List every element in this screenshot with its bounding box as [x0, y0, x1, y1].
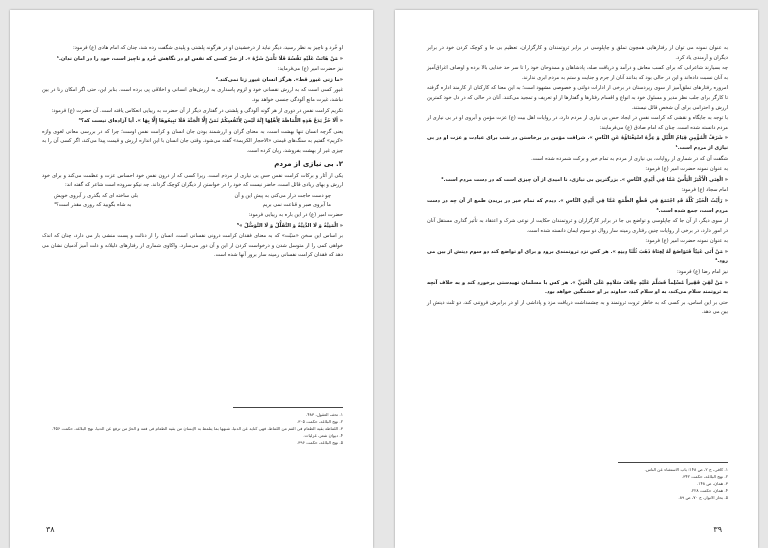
poem-hemistich: به شاه بگویید که روزی مقدر است؟⁴: [54, 202, 132, 209]
left-footnotes: [42, 411, 343, 446]
paragraph: چه بسیارند شاعرانی که برای کسب معاش و درآمد و دریافت صله، پادشاهان و ممدوحان خود را تا سر حد خدایی بالا برده و اوصاف اغراق‌آمیز به آنان نسبت داده‌اند و این در حالی بود که بدانند آنان از جرم و جنایت و ستم به مردم ابری ندارند.: [427, 65, 728, 81]
poem-hemistich: بلی ساخته ای که بگذری ز آبروی خویش: [54, 192, 139, 199]
paragraph: نیز حضرت امیر (ع) می‌فرماید:: [277, 66, 343, 73]
right-page-body: [427, 44, 728, 319]
paragraph: از سوی دیگر، از آن جا که چاپلوسی و تواضع بی جا در برابر کارگزاران و ثروتمندان حکایت از نوعی شرک و اعتقاد به تأثیر گذاری مستقل آنان در امور دارد، در برخی از روایات چنین رفتاری زمینه ساز زوال دو سوم ایمان دانسته شده است.: [427, 218, 728, 234]
paragraph: « الْغِنَى الْأَكْبَرُ الْيَأْسُ عَمَّا فِي أَيْدِي النَّاسِ ». بزرگترین بی نیازی، نا امیدی از آن چیزی است که در دست مردم است.²: [441, 176, 728, 183]
paragraph: تکریم کرامت نفس در دوری از هر گونه آلودگی و پلشتی در گفتاری دیگر از آن حضرت به زیبایی انعکاس یافته است. آن حضرت (ع) فرمود:: [51, 107, 343, 114]
paragraph: « مَنْ أَتَى غَنِيّاً فَتَوَاضَعَ لَهُ لِغِنَاهُ ذَهَبَ ثُلُثَا دِينِهِ ». هر کس نزد ثروتمندی برود و برای او تواضع کند دو سوم دینش از بین می رود.⁴: [427, 248, 728, 265]
paragraph: نیز امام رضا (ع) فرمود:: [676, 269, 728, 276]
footnote: ۴. دیوان شعر، غزلیات.: [303, 433, 343, 438]
paragraph: « رَأَيْتُ الْخَيْرَ كُلَّهُ قَدِ اجْتَمَعَ فِي قَطْعِ الطَّمَعِ عَمَّا فِي أَيْدِي النَّاسِ ». دیدم که تمام خیر در بریدن طمع از آن چه در دست مردم است، جمع شده است.³: [427, 197, 728, 214]
poem-line: [42, 192, 343, 202]
page-number: ۳۸: [46, 525, 55, 534]
footnote: ۲. نهج البلاغه، حکمت ۳۴۲.: [681, 474, 728, 479]
paragraph: به عنوان نمونه می توان از رفتارهایی همچون تملق و چاپلوسی در برابر ثروتمندان و کارگزاران، تعظیم بی جا و کوچک کردن خود در برابر دیگران و آزمندی یاد کرد.: [427, 45, 728, 61]
paragraph: یکی از آثار و برکات کرامت نفس حس بی نیازی از مردم است. زیرا کسی که از درون نفس خود احساس عزت و عظمت می‌کند و برای خود ارزش و بهای زیادی قائل است، حاضر نیست که خود را در خواستن از دیگران کوچک گرداند. چه نیکو سروده است شاعر که گفته اند:: [42, 172, 343, 189]
footnote: ۳. اللماظة بقیة الطعام فی الفم من اللماظ، فهی کنایة عن الدنیا، شبهها بما یتلمظ به الإنسان من بقیة الطعام فی فمه و الحرّ من ترفع عن الدنیا، نهج البلاغه، حکمت ۴۵۶.: [52, 426, 343, 431]
paragraph: به عنوان نمونه حضرت امیر (ع) فرمود:: [645, 238, 728, 245]
paragraph: «ما زنی غیور قط». هرگز انسان غیور زنا نمی‌کند.²: [215, 76, 343, 83]
paragraph: شگفت آن که در شماری از روایات، بی نیازی از مردم به تمام خیر و برکت شمرده شده است.: [531, 155, 728, 162]
right-page: [395, 10, 758, 548]
paragraph: با توجه به جایگاه و نقشی که کرامت نفس در ایجاد حس بی نیازی از مردم دارد، در روایات اهل بیت (ع) عزت مؤمن و آبروی او در بی نیازی از مردم دانسته شده است. چنان که امام صادق (ع) می‌فرمایند:: [427, 115, 728, 131]
poem-hemistich: ما آبروی صبر و قناعت نمی بریم: [262, 202, 331, 209]
footnote-divider: [233, 407, 343, 408]
paragraph: « مَنْ لَقِيَ فَقِيراً مُسْلِماً فَسَلَّمَ عَلَيْهِ خِلَافَ سَلَامِهِ عَلَى الْغَنِيِّ ». هر کس با مسلمان تهیدستی برخورد کند و به خلاف آنچه به ثروتمند سلام می‌کند، به او سلام کند، خداوند بر او خشمگین خواهد بود.: [427, 279, 728, 296]
paragraph: به عنوان نمونه حضرت امیر (ع) فرمود:: [645, 166, 728, 173]
paragraph: « أَلَا حُرٌّ يَدَعُ هَذِهِ اللُّمَاظَةَ لِأَهْلِهَا إِنَّهُ لَيْسَ لِأَنْفُسِكُمْ ثَمَنٌ إِلَّا الْجَنَّةَ فَلَا تَبِيعُوهَا إِلَّا بِهَا ». آیا آزاده‌ای نیست که؟³: [78, 118, 343, 125]
footnote: ۲. نهج البلاغه، حکمت ۳۰۵.: [296, 419, 343, 424]
paragraph: غیور کسی است که به ارزش نفسانی خود و لزوم پاسداری به ارزش‌های انسانی و اخلاقی پی برده است. بنابر این، حتی اگر امکان زنا در بین نباشد، غیرت مانع آلودگی جنسی خواهد بود.: [42, 87, 343, 103]
footnote-divider: [618, 462, 728, 463]
footnote: ۴. همان، حکمت ۲۲۸.: [690, 488, 728, 493]
left-page-body: [42, 44, 343, 262]
paragraph: حتی بر این اساس، بر کسی که به خاطر ثروت ثروتمند و به چشمداشت دریافت مزد و پاداشی از او در برابرش فروتنی کند، دو ثلث دینش از بین می دهد.: [427, 299, 728, 316]
paragraph: بر اساس این سخن «منیّت» که به معنای فقدان کرامت درونی نفسانی است، انسان را از دنائت و پست منشی باز می دارد، چنان که اندک خواهی کمی را از متوسل شدن و درخواست کردن از این و آن دور می‌سازد. واکاوی شماری از رفتارهای ذلیلانه و ذلت آمیز آدمیان نشان می دهد که فقدان کرامت نفسانی زمینه ساز بروز آنها شده است.: [42, 233, 343, 259]
poem-hemistich: چو دست حاجت دراز می‌کنی به پیش این و آن: [234, 192, 331, 199]
right-footnotes: [427, 466, 728, 501]
paragraph: امام سجاد (ع) فرمود:: [681, 187, 728, 194]
footnote: ۳. همان، ص ۱۴۸.: [696, 481, 728, 486]
footnote: ۱. تحف العقول، ۴۸۳.: [305, 412, 343, 417]
paragraph: امروزه رفتارهای تملق‌آمیز از سوی زیردستان در برخی از ادارات دولتی و خصوصی مشهود است؛ به این معنا که کارکنان از کارمند اداره گرفته تا کارگر برای جلب نظر مدیر و مسئول خود به انواع و اقسام رفتارها و گفتارها از او تعریف و تمجید می‌کنند. آنان در حالی که در دل خود کمترین ارزش و احترامی برای آن شخص قائل نیستند.: [427, 85, 728, 111]
page-number: ۳۹: [713, 525, 722, 534]
footnote: ۱. کافی، ج ۲، ص ۱۴۸؛ باب الاستغناء عن الناس.: [644, 467, 728, 472]
poem-line: [42, 201, 343, 211]
paragraph: « مَنْ هَانَتْ عَلَيْهِ نَفْسُهُ فَلَا تَأْمَنْ شَرَّهُ ». از شرّ کسی که نفس او در نگاهش خُرد و ناچیز است، خود را در امان ندان.¹: [56, 55, 343, 62]
paragraph: حضرت امیر (ع) در این باره به زیبایی فرمود:: [248, 211, 343, 218]
paragraph: او خُرد و ناچیز به نظر رسید، دیگر نباید از درخشیدن او در هرگونه پلشتی و پلیدی شگفت زده شد، چنان که امام هادی (ع) فرمود:: [72, 45, 343, 51]
footnote: ۵. بحار الانوار، ج ۷۰، ص ۸۹.: [678, 495, 728, 500]
left-page: [10, 10, 373, 548]
section-heading: ۲. بی نیازی از مردم: [274, 159, 343, 168]
paragraph: « شَرَفُ الْمُؤْمِنِ قِيَامُ اللَّيْلِ وَ عِزُّهُ اسْتِغْنَاؤُهُ عَنِ النَّاسِ ». شرافت مؤمن در برخاستن در شب برای عبادت و عزت او در بی نیازی از مردم است.¹: [427, 135, 728, 151]
footnote: ۵. نهج البلاغه، حکمت ۳۹۶.: [296, 440, 343, 445]
paragraph: « الْمَنِيَّةُ وَ لَا الدَّنِيَّةُ وَ التَّقَلُّلُ وَ لَا التَّوَسُّلُ »⁵: [236, 222, 343, 229]
paragraph: یعنی گرچه انسان تنها بهشت است، به معنای گران و ارزشمند بودن جان انسان و کرامت نفس اوست؛ چرا که در بررسی معانی لغوی واژه «کریم» گفتیم به سنگ‌های قیمتی «الاحجار الکریمة» گفته می‌شود. وقتی جان انسان با این اندازه ارزش و قیمت پیدا می‌کند، اگر کسی آن را به چیزی غیر از بهشت بفروشد، زیان کرده است.: [42, 128, 343, 154]
